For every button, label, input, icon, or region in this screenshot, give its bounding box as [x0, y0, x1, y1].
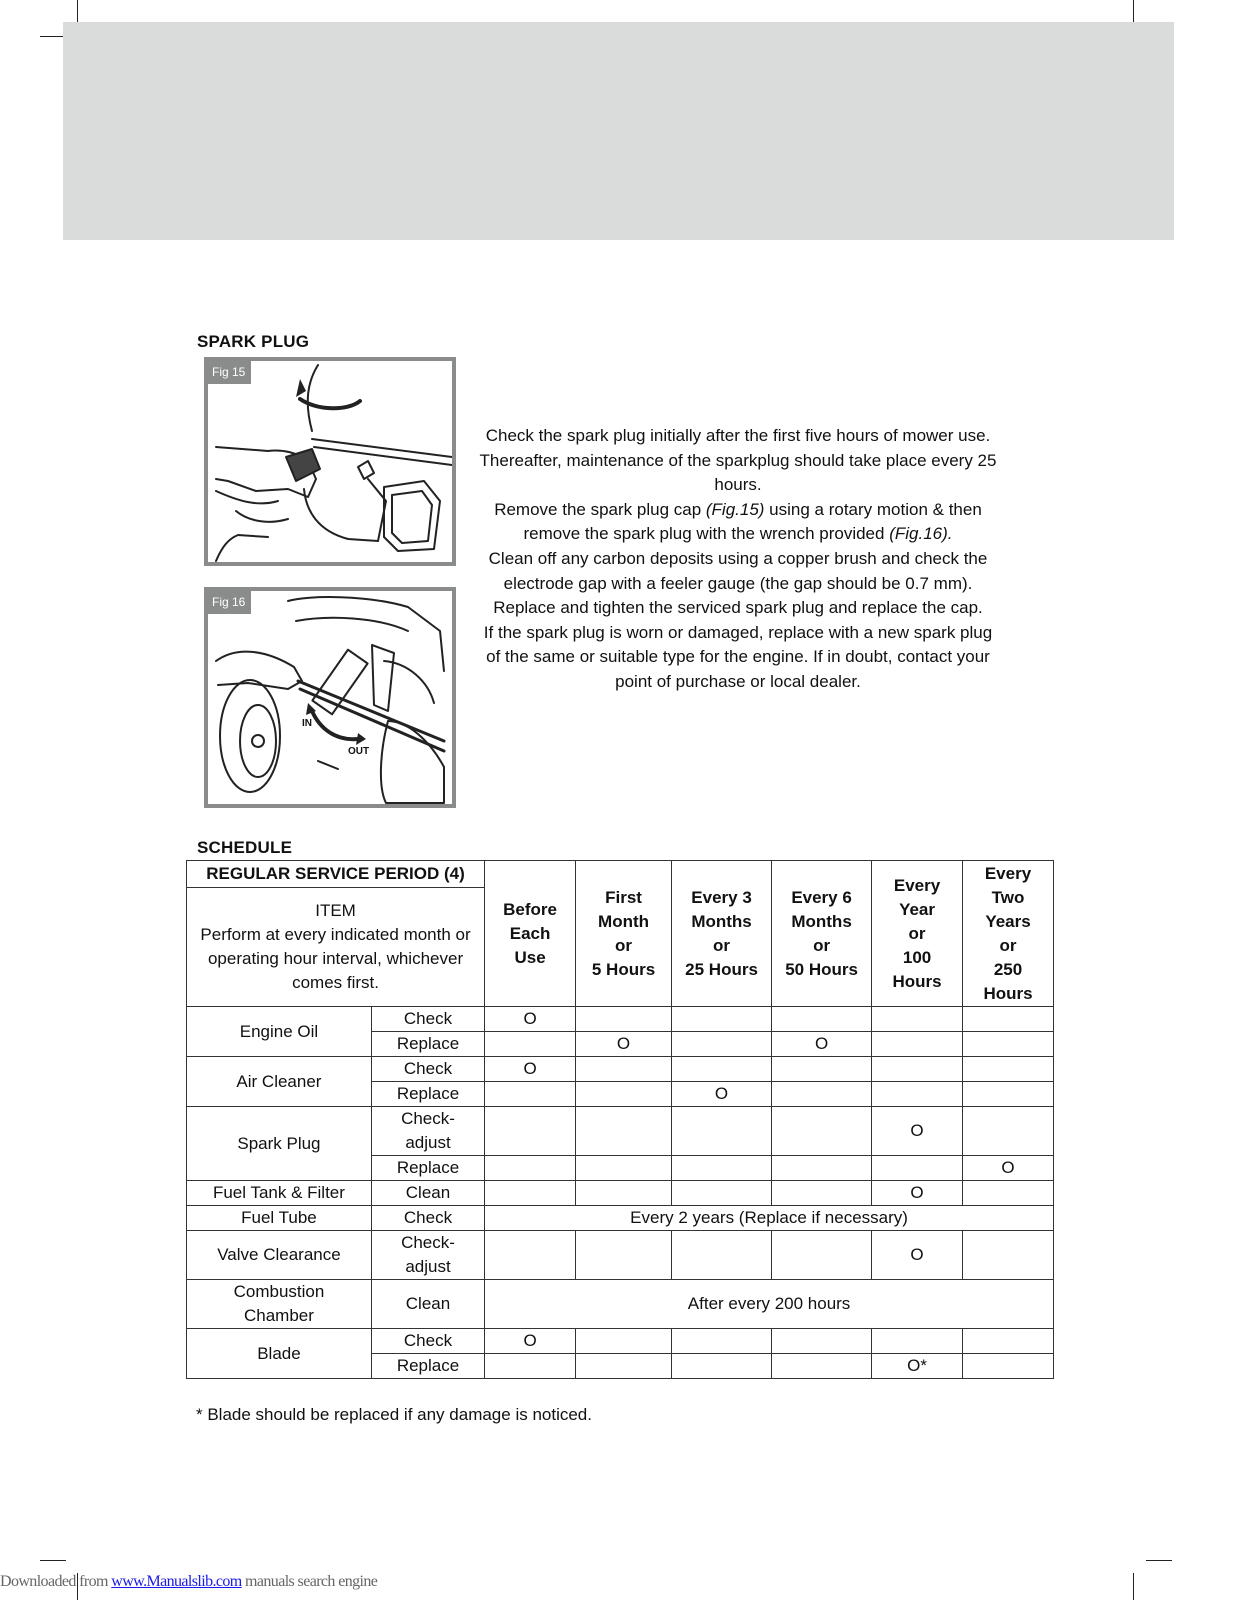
item-cell: Air Cleaner [187, 1057, 372, 1107]
mark-cell: O [485, 1007, 576, 1032]
paragraph: Check the spark plug initially after the first five hours of mower use. Thereafter, maintenance of the sparkplug should take place every 25 hours. [479, 426, 997, 495]
spark-plug-cap-illustration [208, 361, 452, 562]
action-cell: Clean [371, 1181, 484, 1206]
item-cell: Valve Clearance [187, 1231, 372, 1280]
table-row [187, 1181, 1054, 1206]
action-cell: Clean [371, 1280, 484, 1329]
spark-plug-heading: SPARK PLUG [197, 332, 310, 351]
fig-16-label: Fig 16 [208, 591, 251, 614]
action-cell: Replace [371, 1032, 484, 1057]
action-cell: Check [371, 1329, 484, 1354]
footer-suffix: manuals search engine [241, 1573, 378, 1590]
figure-ref: (Fig.15) [705, 499, 765, 519]
column-header: Every Two Years or 250 Hours [963, 861, 1054, 1007]
spark-plug-description [478, 424, 998, 695]
column-header: Every 6 Months or 50 Hours [772, 861, 872, 1007]
blade-footnote: * Blade should be replaced if any damage is noticed. [196, 1405, 592, 1424]
fig-16-in-label: IN [302, 718, 312, 729]
action-cell: Check- adjust [371, 1107, 484, 1156]
table-row [187, 1007, 1054, 1032]
action-cell: Replace [371, 1156, 484, 1181]
fig-15-label: Fig 15 [208, 361, 251, 384]
column-header: Before Each Use [485, 861, 576, 1007]
item-cell: Spark Plug [187, 1107, 372, 1181]
mark-cell: O [872, 1231, 963, 1280]
crop-mark [1146, 1560, 1172, 1561]
item-cell: Fuel Tube [187, 1206, 372, 1231]
column-header: Every Year or 100 Hours [872, 861, 963, 1007]
action-cell: Replace [371, 1354, 484, 1379]
action-cell: Check- adjust [371, 1231, 484, 1280]
spark-plug-wrench-illustration [208, 591, 452, 804]
mark-cell: O [963, 1156, 1054, 1181]
paragraph: Remove the spark plug cap (Fig.15) using a rotary motion & then remove the spark plug with the wrench provided (Fig.16). [494, 499, 982, 544]
fig-16-out-label: OUT [348, 746, 370, 757]
figure-16 [204, 587, 456, 808]
figure-ref: (Fig.16). [889, 524, 953, 544]
action-cell: Check [371, 1007, 484, 1032]
header-band [63, 22, 1174, 240]
mark-cell: O [576, 1032, 672, 1057]
mark-cell: O [872, 1181, 963, 1206]
footer-prefix: Downloaded from [0, 1573, 112, 1590]
manualslib-link[interactable]: www.Manualslib.com [111, 1573, 242, 1590]
paragraph: If the spark plug is worn or damaged, replace with a new spark plug of the same or suitable type for the engine. If in doubt, contact your point of purchase or local dealer. [483, 622, 993, 691]
table-row [187, 1329, 1054, 1354]
table-row [187, 1057, 1054, 1082]
column-header: Every 3 Months or 25 Hours [672, 861, 772, 1007]
item-cell: Blade [187, 1329, 372, 1379]
action-cell: Check [371, 1057, 484, 1082]
schedule-heading: SCHEDULE [197, 838, 293, 857]
interval-note: After every 200 hours [485, 1280, 1054, 1329]
action-cell: Check [371, 1206, 484, 1231]
item-header: ITEM Perform at every indicated month or operating hour interval, whichever comes first. [187, 888, 485, 1007]
column-header: First Month or 5 Hours [576, 861, 672, 1007]
table-row [187, 1206, 1054, 1231]
table-row [187, 1231, 1054, 1280]
item-cell: Combustion Chamber [187, 1280, 372, 1329]
mark-cell: O [485, 1057, 576, 1082]
maintenance-schedule-table [186, 860, 1054, 1379]
paragraph: Clean off any carbon deposits using a copper brush and check the electrode gap with a feeler gauge (the gap should be 0.7 mm). Replace and tighten the serviced spark plug and replace the cap. [488, 548, 988, 618]
arrow-icon [356, 733, 366, 745]
download-footer [0, 1573, 377, 1591]
table-row [187, 1107, 1054, 1156]
crop-mark [1133, 1573, 1134, 1600]
mark-cell: O [485, 1329, 576, 1354]
arrow-icon [296, 379, 306, 397]
table-row [187, 861, 1054, 888]
mark-cell: O* [872, 1354, 963, 1379]
item-cell: Fuel Tank & Filter [187, 1181, 372, 1206]
period-header: REGULAR SERVICE PERIOD (4) [187, 861, 485, 888]
action-cell: Replace [371, 1082, 484, 1107]
mark-cell: O [872, 1107, 963, 1156]
table-row [187, 1280, 1054, 1329]
mark-cell: O [772, 1032, 872, 1057]
figure-15 [204, 357, 456, 566]
interval-note: Every 2 years (Replace if necessary) [485, 1206, 1054, 1231]
item-cell: Engine Oil [187, 1007, 372, 1057]
mark-cell: O [672, 1082, 772, 1107]
crop-mark [40, 1560, 66, 1561]
